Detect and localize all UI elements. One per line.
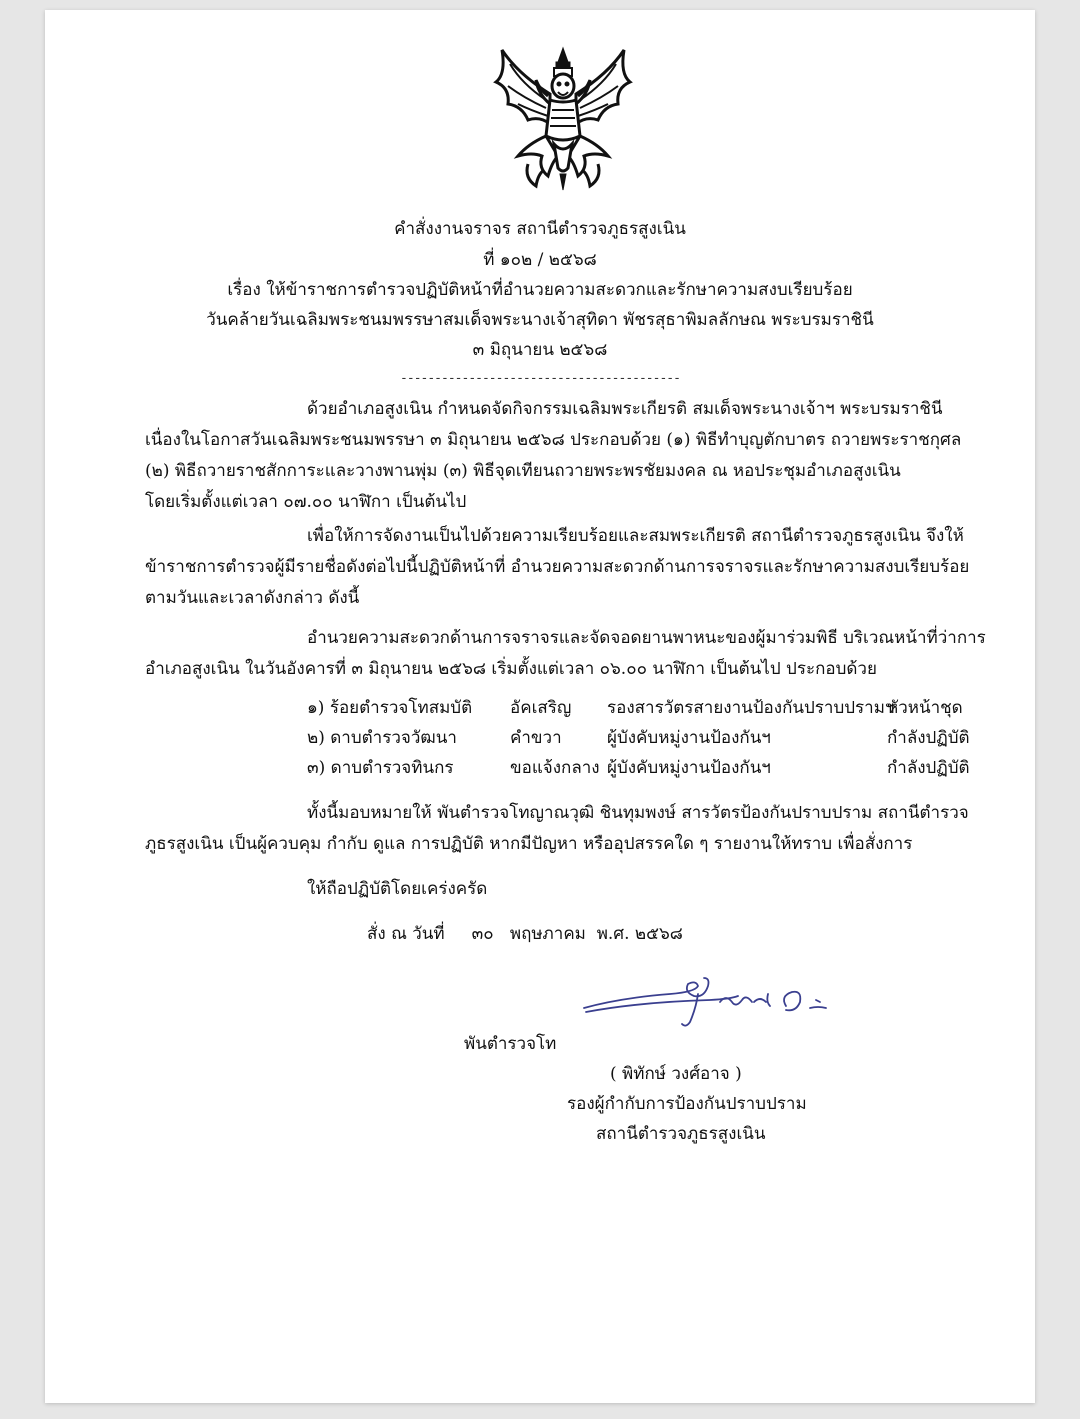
order-subject: เรื่อง ให้ข้าราชการตำรวจปฏิบัติหน้าที่อำนวยความสะดวกและรักษาความสงบเรียบร้อย <box>227 280 853 300</box>
personnel-surname: ขอแจ้งกลาง <box>510 758 600 778</box>
personnel-row <box>307 697 997 719</box>
paragraph-line: โดยเริ่มตั้งแต่เวลา ๐๗.๐๐ นาฬิกา เป็นต้นไป <box>145 492 467 512</box>
paragraph-line: ภูธรสูงเนิน เป็นผู้ควบคุม กำกับ ดูแล การปฏิบัติ หากมีปัญหา หรืออุปสรรคใด ๆ รายงานให้ทราบ เพื่อสั่งการ <box>145 834 913 854</box>
paragraph-line: (๒) พิธีถวายราชสักการะและวางพานพุ่ม (๓) พิธีจุดเทียนถวายพระพรชัยมงคล ณ หอประชุมอำเภอสูงเนิน <box>145 461 901 481</box>
personnel-name: ๑) ร้อยตำรวจโทสมบัติ <box>307 698 473 718</box>
order-subject-line2: วันคล้ายวันเฉลิมพระชนมพรรษาสมเด็จพระนางเจ้าสุทิดา พัชรสุธาพิมลลักษณ พระบรมราชินี <box>206 310 874 330</box>
paragraph-line: ด้วยอำเภอสูงเนิน กำหนดจัดกิจกรรมเฉลิมพระเกียรติ สมเด็จพระนางเจ้าฯ พระบรมราชินี <box>307 399 943 419</box>
personnel-name: ๒) ดาบตำรวจวัฒนา <box>307 728 457 748</box>
order-title: คำสั่งงานจราจร สถานีตำรวจภูธรสูงเนิน <box>394 219 686 239</box>
handwritten-signature-icon <box>580 972 840 1032</box>
signer-name: ( พิทักษ์ วงศ์อาจ ) <box>610 1064 742 1084</box>
personnel-surname: อัคเสริญ <box>510 698 572 718</box>
personnel-row <box>307 757 997 779</box>
order-date: ๓ มิถุนายน ๒๕๖๘ <box>472 340 608 360</box>
personnel-role: กำลังปฏิบัติ <box>887 758 970 778</box>
paragraph-line: อำนวยความสะดวกด้านการจราจรและจัดจอดยานพาหนะของผู้มาร่วมพิธี บริเวณหน้าที่ว่าการ <box>307 628 986 648</box>
paragraph-line: เนื่องในโอกาสวันเฉลิมพระชนมพรรษา ๓ มิถุนายน ๒๕๖๘ ประกอบด้วย (๑) พิธีทำบุญตักบาตร ถวายพระราชกุศล <box>145 430 962 450</box>
paragraph-line: เพื่อให้การจัดงานเป็นไปด้วยความเรียบร้อยและสมพระเกียรติ สถานีตำรวจภูธรสูงเนิน จึงให้ <box>307 526 964 546</box>
personnel-position: ผู้บังคับหมู่งานป้องกันฯ <box>607 728 771 748</box>
separator-line: ----------------------------------------- <box>400 371 680 386</box>
personnel-position: รองสารวัตรสายงานป้องกันปราบปรามฯ <box>607 698 895 718</box>
personnel-row <box>307 727 997 749</box>
personnel-role: หัวหน้าชุด <box>887 698 963 718</box>
signer-rank: พันตำรวจโท <box>464 1034 557 1054</box>
garuda-emblem-icon <box>488 44 638 194</box>
paragraph-line: อำเภอสูงเนิน ในวันอังคารที่ ๓ มิถุนายน ๒๕๖๘ เริ่มตั้งแต่เวลา ๐๖.๐๐ นาฬิกา เป็นต้นไป ประกอบด้วย <box>145 659 877 679</box>
signer-station: สถานีตำรวจภูธรสูงเนิน <box>596 1124 766 1144</box>
personnel-role: กำลังปฏิบัติ <box>887 728 970 748</box>
paragraph-line: ข้าราชการตำรวจผู้มีรายชื่อดังต่อไปนี้ปฏิบัติหน้าที่ อำนวยความสะดวกด้านการจราจรและรักษาความสงบเรียบร้อย <box>145 557 970 577</box>
paragraph-line: ทั้งนี้มอบหมายให้ พันตำรวจโทญาณวุฒิ ชินทุมพงษ์ สารวัตรป้องกันปราบปราม สถานีตำรวจ <box>307 803 969 823</box>
personnel-position: ผู้บังคับหมู่งานป้องกันฯ <box>607 758 771 778</box>
order-issued-date: สั่ง ณ วันที่ ๓๐ พฤษภาคม พ.ศ. ๒๕๖๘ <box>367 924 683 944</box>
paragraph-line: ให้ถือปฏิบัติโดยเคร่งครัด <box>307 879 488 899</box>
document-page <box>45 10 1035 1403</box>
personnel-name: ๓) ดาบตำรวจทินกร <box>307 758 454 778</box>
personnel-surname: คำขวา <box>510 728 562 748</box>
signer-position: รองผู้กำกับการป้องกันปราบปราม <box>567 1094 807 1114</box>
order-number: ที่ ๑๐๒ / ๒๕๖๘ <box>483 250 597 270</box>
paragraph-line: ตามวันและเวลาดังกล่าว ดังนี้ <box>145 588 360 608</box>
